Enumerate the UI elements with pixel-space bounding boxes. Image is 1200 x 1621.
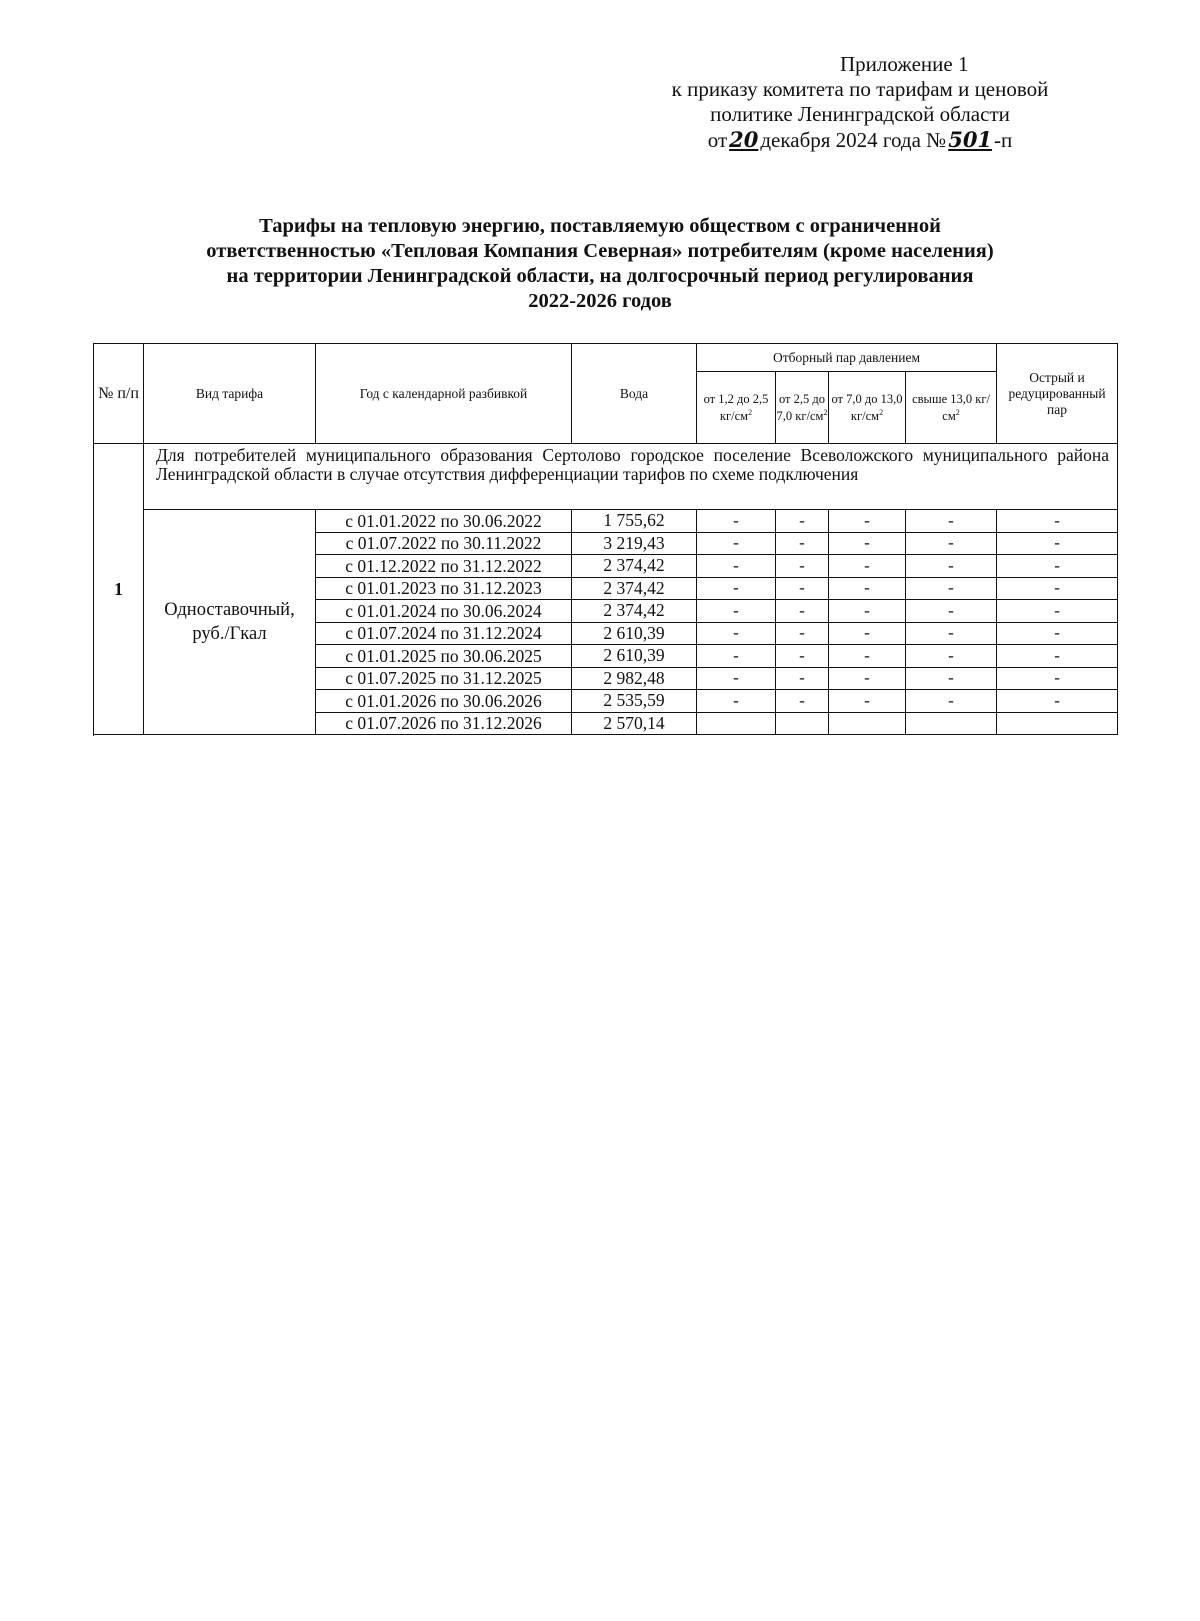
water-tariff-cell: 2 374,42 [572,600,697,623]
steam-tariff-cell: - [697,667,776,690]
period-cell: с 01.01.2023 по 31.12.2023 [316,577,572,600]
steam-tariff-cell: - [906,577,997,600]
steam-tariff-cell: - [697,577,776,600]
appendix-date-line [600,127,1120,153]
water-tariff-cell: 2 610,39 [572,622,697,645]
header-steam-4: свыше 13,0 $кг/см^2$ [906,372,997,444]
steam-tariff-cell: - [776,645,829,668]
steam-tariff-cell: - [697,532,776,555]
period-cell: с 01.12.2022 по 31.12.2022 [316,555,572,578]
steam-tariff-cell: - [829,645,906,668]
steam-tariff-cell: - [906,690,997,713]
steam-tariff-cell: - [697,555,776,578]
date-prefix: от [707,128,728,152]
steam-tariff-cell [829,712,906,735]
steam-tariff-cell: - [697,690,776,713]
appendix-line-2: к приказу комитета по тарифам и ценовой [671,77,1049,101]
order-suffix: -п [994,128,1013,152]
steam-tariff-cell: - [776,667,829,690]
steam-tariff-cell [697,712,776,735]
handwritten-day: 20 [729,127,759,152]
title-line-3: на территории Ленинградской области, на долгосрочный период регулирования [226,265,974,287]
appendix-line-3: политике Ленинградской области [710,102,1010,126]
steam-tariff-cell: - [997,510,1118,533]
period-cell: с 01.07.2025 по 31.12.2025 [316,667,572,690]
steam-tariff-cell: - [829,690,906,713]
steam-tariff-cell: - [776,577,829,600]
consumer-description: Для потребителей муниципального образования Сертолово городское поселение Всеволожского муниципального района Ленинградской области в случае отсутствия дифференциации тарифов по схеме подключения [144,444,1118,510]
period-cell: с 01.07.2022 по 30.11.2022 [316,532,572,555]
steam-tariff-cell: - [906,510,997,533]
steam-tariff-cell: - [997,622,1118,645]
steam-tariff-cell: - [997,555,1118,578]
title-line-4: 2022-2026 годов [528,290,672,312]
steam-tariff-cell: - [776,690,829,713]
water-tariff-cell: 2 374,42 [572,577,697,600]
steam-tariff-cell: - [776,532,829,555]
row-number: 1 [94,444,144,735]
steam-tariff-cell: - [829,577,906,600]
period-cell: с 01.07.2026 по 31.12.2026 [316,712,572,735]
header-water: Вода [572,344,697,444]
header-steam-2: от 2,5 до 7,0 $кг/см^2$ [776,372,829,444]
steam-tariff-cell: - [829,555,906,578]
appendix-title: Приложение 1 [840,52,969,76]
title-line-2: ответственностью «Тепловая Компания Северная» потребителям (кроме населения) [206,240,994,262]
steam-tariff-cell: - [906,555,997,578]
header-sharp-steam: Острый и редуцированный пар [997,344,1118,444]
table-row [94,510,1118,533]
water-tariff-cell: 2 535,59 [572,690,697,713]
steam-tariff-cell: - [829,532,906,555]
steam-tariff-cell: - [997,690,1118,713]
steam-tariff-cell: - [997,645,1118,668]
steam-tariff-cell: - [906,645,997,668]
tariff-kind: Одноставочный, руб./Гкал [144,510,316,735]
header-steam-1: от 1,2 до 2,5 $кг/см^2$ [697,372,776,444]
period-cell: с 01.07.2024 по 31.12.2024 [316,622,572,645]
handwritten-order-number: 501 [948,127,993,152]
steam-tariff-cell: - [776,555,829,578]
steam-tariff-cell: - [997,600,1118,623]
water-tariff-cell: 2 374,42 [572,555,697,578]
steam-tariff-cell [997,712,1118,735]
steam-tariff-cell: - [776,622,829,645]
appendix-header [600,52,1120,153]
steam-tariff-cell [776,712,829,735]
period-cell: с 01.01.2024 по 30.06.2024 [316,600,572,623]
steam-tariff-cell: - [906,667,997,690]
steam-tariff-cell: - [997,577,1118,600]
steam-tariff-cell: - [776,600,829,623]
water-tariff-cell: 2 610,39 [572,645,697,668]
period-cell: с 01.01.2025 по 30.06.2025 [316,645,572,668]
steam-tariff-cell: - [906,600,997,623]
water-tariff-cell: 3 219,43 [572,532,697,555]
header-kind: Вид тарифа [144,344,316,444]
water-tariff-cell: 2 570,14 [572,712,697,735]
steam-tariff-cell: - [829,667,906,690]
steam-tariff-cell [906,712,997,735]
water-tariff-cell: 1 755,62 [572,510,697,533]
title-line-1: Тарифы на тепловую энергию, поставляемую обществом с ограниченной [259,215,941,237]
steam-tariff-cell: - [697,510,776,533]
header-steam-3: от 7,0 до 13,0 $кг/см^2$ [829,372,906,444]
steam-tariff-cell: - [997,532,1118,555]
steam-tariff-cell: - [829,510,906,533]
document-title [100,214,1100,314]
header-num: № п/п [94,344,144,444]
steam-tariff-cell: - [697,622,776,645]
period-cell: с 01.01.2022 по 30.06.2022 [316,510,572,533]
steam-tariff-cell: - [997,667,1118,690]
steam-tariff-cell: - [829,622,906,645]
water-tariff-cell: 2 982,48 [572,667,697,690]
steam-tariff-cell: - [776,510,829,533]
steam-tariff-cell: - [906,622,997,645]
steam-tariff-cell: - [697,645,776,668]
tariff-table [93,343,1118,735]
steam-tariff-cell: - [697,600,776,623]
date-middle: декабря 2024 года № [760,128,947,152]
steam-tariff-cell: - [829,600,906,623]
period-cell: с 01.01.2026 по 30.06.2026 [316,690,572,713]
header-steam-group: Отборный пар давлением [697,344,997,372]
header-period: Год с календарной разбивкой [316,344,572,444]
steam-tariff-cell: - [906,532,997,555]
